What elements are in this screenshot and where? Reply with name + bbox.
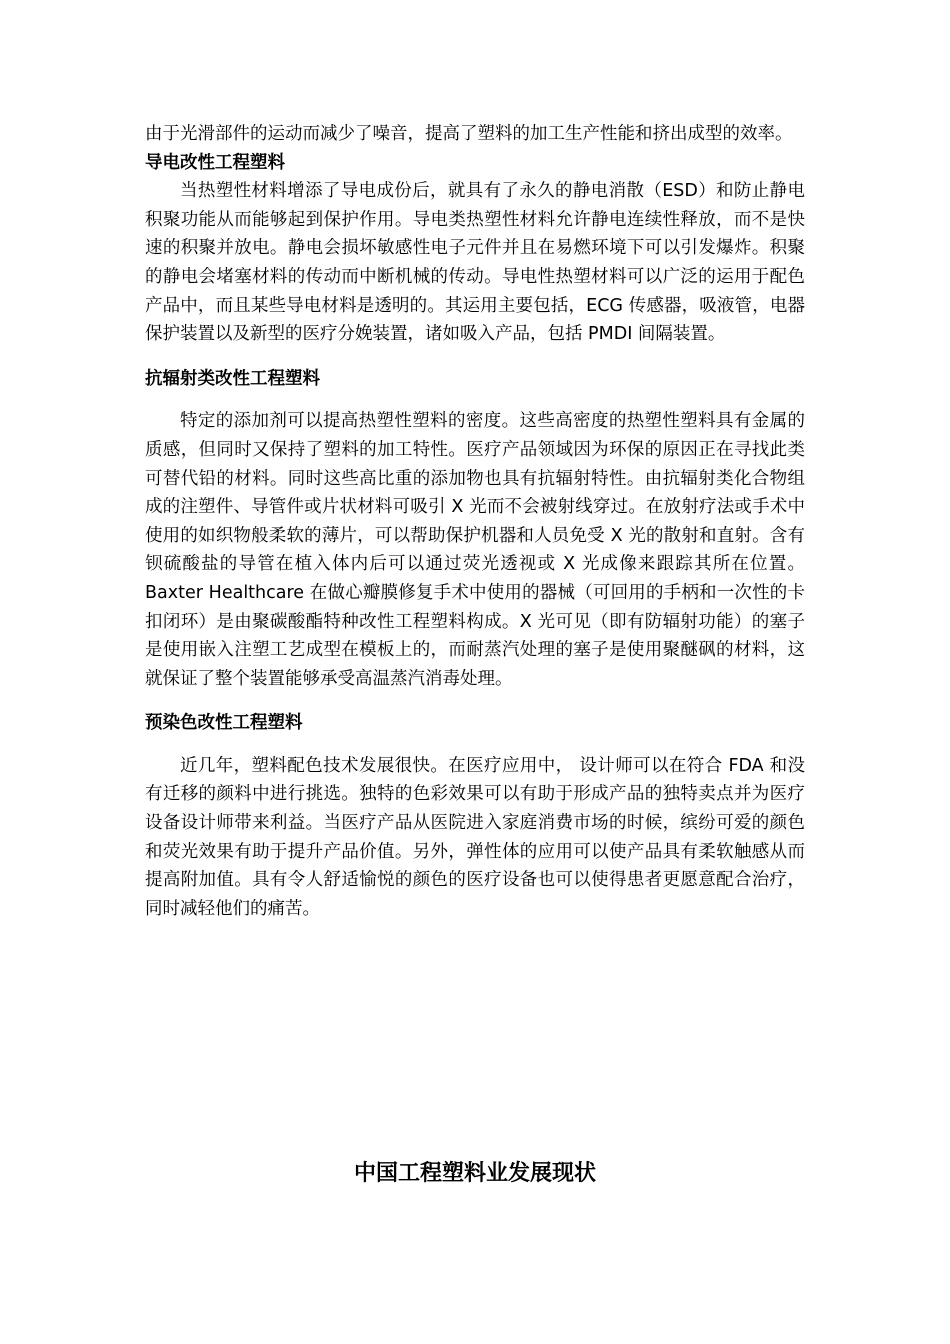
section-paragraph-conductive: 当热塑性材料增添了导电成份后，就具有了永久的静电消散（ESD）和防止静电积聚功能从而能够起到保护作用。导电类热塑性材料允许静电连续性释放，而不是快速的积聚并放电。静电会损坏敏感性电子元件并且在易燃环境下可以引发爆炸。积聚的静电会堵塞材料的传动而中断机械的传动。导电性热塑材料可以广泛的运用于配色产品中，而且某些导电材料是透明的。其运用主要包括，ECG 传感器，吸液管，电器保护装置以及新型的医疗分娩装置，诸如吸入产品，包括 PMDI 间隔装置。 (145, 181, 805, 345)
section-paragraph-radiation: 特定的添加剂可以提高热塑性塑料的密度。这些高密度的热塑性塑料具有金属的质感，但同时又保持了塑料的加工特性。医疗产品领域因为环保的原因正在寻找此类可替代铅的材料。同时这些高比重的添加物也具有抗辐射特性。由抗辐射类化合物组成的注塑件、导管件或片状材料可吸引 X 光而不会被射线穿过。在放射疗法或手术中使用的如织物般柔软的薄片，可以帮助保护机器和人员免受 X 光的散射和直射。含有钡硫酸盐的导管在植入体内后可以通过荧光透视或 X 光成像来跟踪其所在位置。Baxter Healthcare 在做心瓣膜修复手术中使用的器械（可回用的手柄和一次性的卡扣闭环）是由聚碳酸酯特种改性工程塑料构成。X 光可见（即有防辐射功能）的塞子是使用嵌入注塑工艺成型在模板上的，而耐蒸汽处理的塞子是使用聚醚砜的材料，这就保证了整个装置能够承受高温蒸汽消毒处理。 (145, 411, 805, 689)
section-heading-precolor: 预染色改性工程塑料 (145, 713, 303, 734)
section-heading-conductive: 导电改性工程塑料 (145, 152, 285, 173)
section-heading-radiation: 抗辐射类改性工程塑料 (145, 368, 320, 389)
next-section-title: 中国工程塑料业发展现状 (353, 1161, 596, 1186)
intro-paragraph: 由于光滑部件的运动而减少了噪音，提高了塑料的加工生产性能和挤出成型的效率。 (145, 124, 793, 144)
document-body (145, 120, 805, 923)
section-paragraph-precolor: 近几年，塑料配色技术发展很快。在医疗应用中， 设计师可以在符合 FDA 和没有迁移的颜料中进行挑选。独特的色彩效果可以有助于形成产品的独特卖点并为医疗设备设计师带来利益。当医疗产品从医院进入家庭消费市场的时候，缤纷可爱的颜色和荧光效果有助于提升产品价值。另外，弹性体的应用可以使产品具有柔软触感从而提高附加值。具有令人舒适愉悦的颜色的医疗设备也可以使得患者更愿意配合治疗，同时减轻他们的痛苦。 (145, 755, 805, 919)
